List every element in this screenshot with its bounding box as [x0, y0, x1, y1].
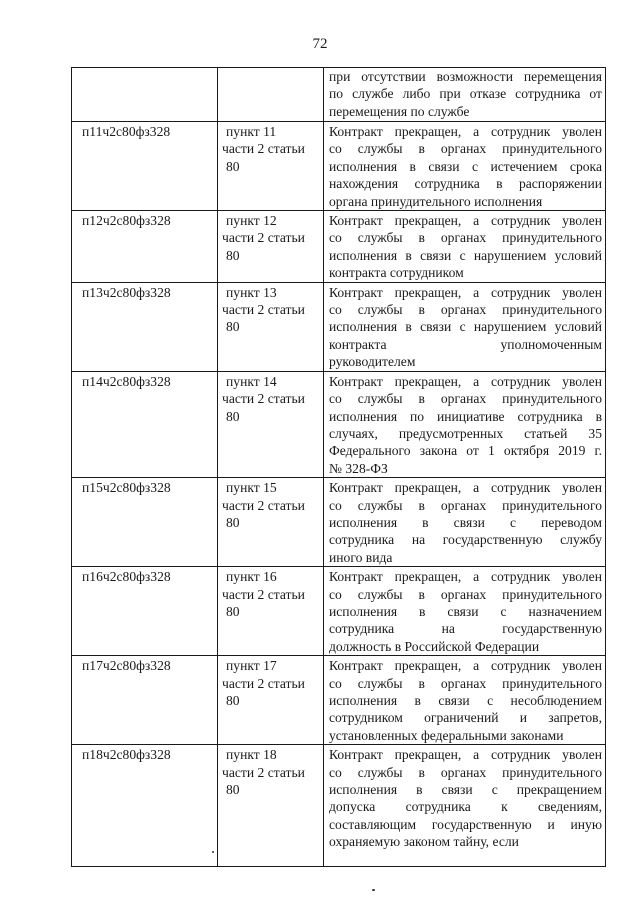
code-cell: п12ч2с80фз328 — [72, 211, 218, 283]
description-line: Контракт прекращен, а сотрудник уволен — [329, 124, 602, 139]
reference-line: части 2 статьи — [222, 302, 305, 318]
reference-cell — [218, 745, 324, 867]
reference-line: 80 — [226, 247, 240, 263]
description-line: исполнения в связи с несоблюдением — [329, 693, 602, 708]
code-cell: п17ч2с80фз328 — [72, 656, 218, 745]
reference-cell — [218, 371, 324, 477]
table-row — [72, 656, 606, 745]
code-cell — [72, 68, 218, 122]
reference-line: 80 — [226, 782, 240, 798]
reference-line: пункт 13 — [226, 284, 277, 300]
reference-line: 80 — [226, 603, 240, 619]
reference-cell — [218, 122, 324, 211]
description-line: случаях, предусмотренных статьей 35 — [329, 425, 602, 441]
scan-speck — [372, 889, 375, 891]
description-line: допуска сотрудника к сведениям, — [329, 799, 602, 815]
description-line: исполнения в связи с нарушением условий — [329, 247, 602, 263]
page-number: 72 — [312, 36, 328, 52]
description-line: Контракт прекращен, а сотрудник уволен — [329, 480, 602, 496]
reference-line: 80 — [226, 408, 240, 424]
reference-line: пункт 15 — [226, 480, 277, 496]
description-line: контракта уполномоченным — [329, 336, 602, 352]
description-line: со службы в органах принудительного — [329, 230, 602, 246]
description-line: перемещения по службе — [329, 103, 470, 119]
description-cell — [324, 656, 606, 745]
table-row — [72, 211, 606, 283]
description-line: сотрудника на государственную службу — [329, 532, 602, 548]
description-line: Федерального закона от 1 октября 2019 г. — [329, 443, 602, 459]
description-line: исполнения по инициативе сотрудника в — [329, 408, 602, 424]
description-line: № 328-ФЗ — [329, 460, 388, 476]
description-line: установленных федеральными законами — [329, 727, 564, 743]
description-line: органа принудительного исполнения — [329, 193, 543, 209]
description-cell — [324, 371, 606, 477]
description-line: нахождения сотрудника в распоряжении — [329, 176, 602, 192]
articles-table — [71, 67, 606, 867]
description-line: Контракт прекращен, а сотрудник уволен — [329, 373, 602, 389]
table-row — [72, 478, 606, 567]
description-line: сотрудника на государственную — [329, 621, 602, 637]
code-cell: п14ч2с80фз328 — [72, 371, 218, 477]
reference-line: части 2 статьи — [222, 230, 305, 246]
description-line: исполнения в связи с переводом — [329, 514, 602, 530]
table-row — [72, 567, 606, 656]
description-line: должность в Российской Федерации — [329, 638, 540, 654]
description-cell — [324, 211, 606, 283]
description-line: Контракт прекращен, а сотрудник уволен — [329, 569, 602, 585]
code-cell: п13ч2с80фз328 — [72, 282, 218, 371]
description-line: охраняемую законом тайну, если — [329, 834, 519, 850]
description-cell — [324, 282, 606, 371]
code-cell: п18ч2с80фз328 — [72, 745, 218, 867]
table-row — [72, 122, 606, 211]
description-line: со службы в органах принудительного — [329, 391, 602, 407]
table-body — [72, 68, 606, 867]
description-line: со службы в органах принудительного — [329, 764, 602, 780]
description-line: Контракт прекращен, а сотрудник уволен — [329, 213, 602, 229]
description-line: составляющим государственную и иную — [329, 816, 602, 832]
description-line: со службы в органах принудительного — [329, 302, 602, 318]
reference-line: части 2 статьи — [222, 586, 305, 602]
description-cell — [324, 478, 606, 567]
description-line: Контракт прекращен, а сотрудник уволен — [329, 658, 602, 674]
description-line: руководителем — [329, 354, 416, 370]
reference-line: пункт 12 — [226, 213, 277, 229]
description-line: исполнения в связи с нарушением условий — [329, 319, 602, 335]
description-cell — [324, 567, 606, 656]
reference-cell — [218, 211, 324, 283]
description-line: со службы в органах принудительного — [329, 675, 602, 691]
reference-line: части 2 статьи — [222, 764, 305, 780]
reference-line: пункт 14 — [226, 373, 277, 389]
description-line: Контракт прекращен, а сотрудник уволен — [329, 284, 602, 300]
description-line: контракта сотрудником — [329, 265, 464, 281]
description-line: Контракт прекращен, а сотрудник уволен — [329, 747, 602, 763]
description-line: исполнения в связи с прекращением — [329, 782, 602, 798]
reference-line: пункт 11 — [226, 124, 277, 139]
scan-speck — [212, 851, 214, 853]
code-cell: п15ч2с80фз328 — [72, 478, 218, 567]
description-cell — [324, 745, 606, 867]
code-cell: п16ч2с80фз328 — [72, 567, 218, 656]
reference-line: пункт 18 — [226, 747, 277, 763]
table-row — [72, 371, 606, 477]
description-line: исполнения в связи с назначением — [329, 603, 602, 619]
reference-line: пункт 17 — [226, 658, 277, 674]
reference-line: 80 — [226, 514, 240, 530]
reference-cell — [218, 68, 324, 122]
table-row — [72, 282, 606, 371]
reference-line: 80 — [226, 693, 240, 708]
table-row — [72, 68, 606, 122]
description-line: со службы в органах принудительного — [329, 586, 602, 602]
description-line: со службы в органах принудительного — [329, 497, 602, 513]
reference-line: части 2 статьи — [222, 497, 305, 513]
description-cell — [324, 68, 606, 122]
description-line: исполнения в связи с истечением срока — [329, 158, 602, 174]
description-line: при отсутствии возможности перемещения — [329, 69, 602, 84]
description-line: со службы в органах принудительного — [329, 141, 602, 157]
reference-line: 80 — [226, 158, 240, 174]
code-cell: п11ч2с80фз328 — [72, 122, 218, 211]
reference-line: пункт 16 — [226, 569, 277, 585]
reference-line: части 2 статьи — [222, 141, 305, 157]
reference-line: части 2 статьи — [222, 391, 305, 407]
reference-line: 80 — [226, 319, 240, 335]
reference-cell — [218, 282, 324, 371]
description-line: по службе либо при отказе сотрудника от — [329, 86, 602, 102]
description-cell — [324, 122, 606, 211]
description-line: иного вида — [329, 549, 393, 565]
reference-cell — [218, 656, 324, 745]
reference-cell — [218, 567, 324, 656]
reference-cell — [218, 478, 324, 567]
description-line: сотрудником ограничений и запретов, — [329, 710, 602, 726]
table-row — [72, 745, 606, 867]
reference-line: части 2 статьи — [222, 675, 305, 691]
